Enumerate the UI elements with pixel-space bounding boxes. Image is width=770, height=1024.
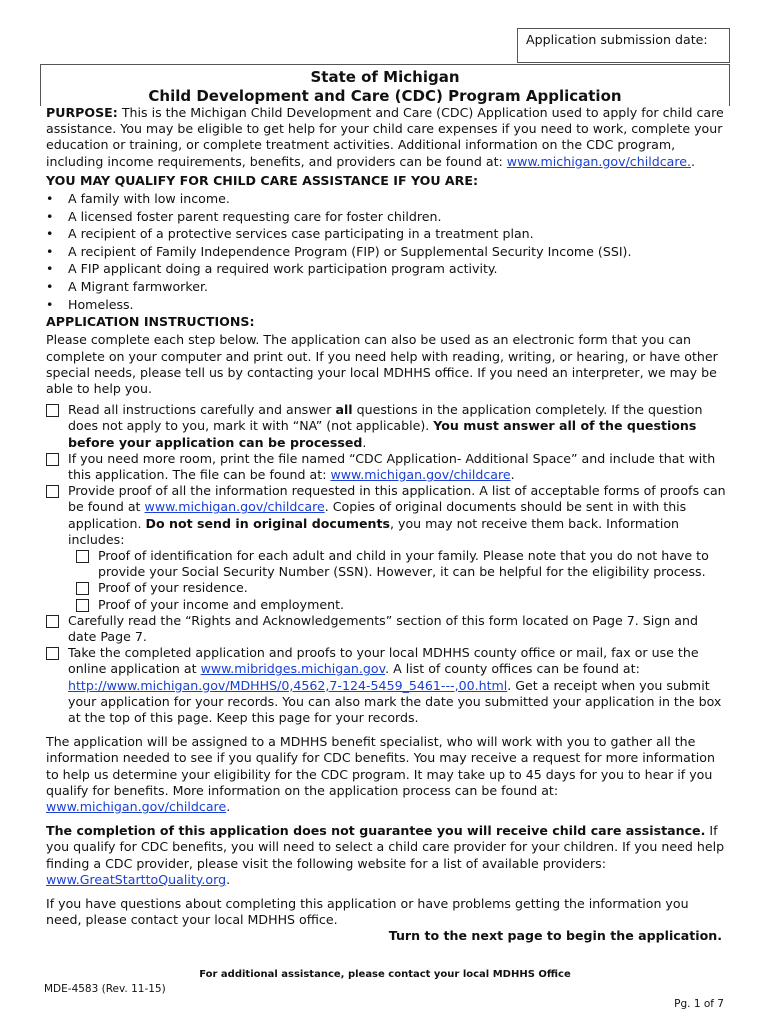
- step-text: [68, 645, 726, 726]
- childcare-link[interactable]: www.michigan.gov/childcare.: [506, 153, 691, 169]
- list-item: • A family with low income.: [46, 190, 726, 208]
- questions-paragraph: If you have questions about completing this application or have problems getting the information you need, please contact your local MDHHS office.: [46, 896, 689, 928]
- step2-text-a: If you need more room, print the file named “CDC Application- Additional Space” and include that with this application. The file can be found at:: [68, 450, 716, 482]
- step-read-instructions: [46, 402, 726, 451]
- proof-checkbox[interactable]: [76, 599, 89, 612]
- proof-identification: [76, 548, 726, 580]
- page-number: Pg. 1 of 7: [674, 998, 724, 1010]
- mibridges-link[interactable]: www.mibridges.michigan.gov: [200, 661, 386, 677]
- step-submit-application: [46, 645, 726, 726]
- childcare-link[interactable]: www.michigan.gov/childcare: [46, 799, 227, 815]
- step2-text-b: .: [510, 467, 515, 482]
- proof-text: Proof of your income and employment.: [98, 596, 345, 612]
- step5-text-c: . Get a receipt when you submit your application for your records. You can also mark the date you submitted your application in the box at the top of this page. Keep this page for your records.: [68, 677, 722, 726]
- step-text: [68, 402, 726, 451]
- list-item: • A FIP applicant doing a required work participation program activity.: [46, 260, 726, 278]
- title-program: Child Development and Care (CDC) Program Application: [148, 87, 622, 105]
- page-title: [40, 64, 730, 106]
- step3-text-a: Provide proof of all the information requested in this application. A list of acceptable forms of proofs can be found at: [68, 483, 726, 515]
- proof-residence: [76, 580, 726, 596]
- step-checkbox[interactable]: [46, 453, 59, 466]
- assignment-text: The application will be assigned to a MDHHS benefit specialist, who will work with you to gather all the information needed to see if you qualify for CDC benefits. You may receive a request for more information to help us determine your eligibility for the CDC program. It may take up to 45 days for you to hear if you qualify for benefits. More information on the application process can be found at:: [46, 734, 715, 798]
- document-body: [46, 105, 726, 945]
- purpose-trailing: .: [691, 153, 696, 169]
- list-item: • A Migrant farmworker.: [46, 278, 726, 296]
- step1-bold-all: all: [335, 402, 353, 418]
- greatstart-link[interactable]: www.GreatStarttoQuality.org: [46, 871, 227, 887]
- step3-text-b: . Copies of original documents should be sent in with this application.: [68, 499, 687, 531]
- footer-assistance: For additional assistance, please contact your local MDHHS Office: [199, 969, 571, 980]
- step3-text-d: , you may not receive them back. Information includes:: [68, 515, 680, 547]
- proof-checkbox[interactable]: [76, 550, 89, 563]
- step-rights-acknowledgements: [46, 613, 726, 645]
- step1-text-a: Read all instructions carefully and answer: [68, 402, 336, 418]
- next-page-note: Turn to the next page to begin the application.: [388, 928, 722, 944]
- guarantee-paragraph: [46, 823, 726, 888]
- county-offices-link[interactable]: http://www.michigan.gov/MDHHS/0,4562,7-124-5459_5461---,00.html: [68, 677, 508, 693]
- step1-text-e: .: [362, 434, 367, 450]
- proof-sublist: [76, 548, 726, 613]
- assignment-paragraph: [46, 734, 726, 815]
- list-item: • Homeless.: [46, 296, 726, 314]
- childcare-link[interactable]: www.michigan.gov/childcare: [330, 467, 511, 482]
- step3-bold-originals: Do not send in original documents: [145, 515, 390, 531]
- list-item: • A licensed foster parent requesting care for foster children.: [46, 208, 726, 226]
- step1-text-c: questions in the application completely. If the question does not apply to you, mark it with “NA” (not applicable).: [68, 402, 703, 434]
- proof-income: [76, 597, 726, 613]
- proof-text: Proof of your residence.: [98, 580, 248, 596]
- step-checkbox[interactable]: [46, 485, 59, 498]
- proof-checkbox[interactable]: [76, 582, 89, 595]
- proof-text: Proof of identification for each adult and child in your family. Please note that you do not have to provide your Social Security Number (SSN). However, it can be helpful for the eligibility process.: [98, 548, 709, 580]
- instructions-intro: Please complete each step below. The application can also be used as an electronic form that you can complete on your computer and print out. If you need help with reading, writing, or hearing, or have other special needs, please tell us by contacting your local MDHHS office. If you need an interpreter, we may be able to help you.: [46, 332, 718, 396]
- step-additional-space: [46, 451, 726, 483]
- step-text: [68, 483, 726, 548]
- step-checkbox[interactable]: [46, 615, 59, 628]
- qualify-heading: YOU MAY QUALIFY FOR CHILD CARE ASSISTANCE IF YOU ARE:: [46, 172, 479, 188]
- list-item: • A recipient of Family Independence Program (FIP) or Supplemental Security Income (SSI).: [46, 243, 726, 261]
- guarantee-bold: The completion of this application does not guarantee you will receive child care assistance.: [46, 823, 706, 839]
- form-number: MDE-4583 (Rev. 11-15): [44, 983, 166, 995]
- qualify-list: [46, 190, 726, 313]
- purpose-label: PURPOSE:: [46, 105, 118, 120]
- guarantee-text: If you qualify for CDC benefits, you will need to select a child care provider for your children. If you need help finding a CDC provider, please visit the following website for a list of available providers:: [46, 823, 725, 871]
- step-checkbox[interactable]: [46, 647, 59, 660]
- childcare-link[interactable]: www.michigan.gov/childcare: [144, 499, 325, 515]
- step-text: [68, 451, 726, 483]
- guarantee-trailing: .: [226, 871, 231, 887]
- purpose-text: This is the Michigan Child Development and Care (CDC) Application used to apply for child care assistance. You may be eligible to get help for your child care expenses if you need to work, complete your education or training, or complete treatment activities. Additional information on the CDC program, including income requirements, benefits, and providers can be found at:: [46, 105, 724, 169]
- list-item: • A recipient of a protective services case participating in a treatment plan.: [46, 225, 726, 243]
- step-text: Carefully read the “Rights and Acknowledgements” section of this form located on Page 7. Sign and date Page 7.: [68, 612, 698, 645]
- assignment-trailing: .: [226, 799, 231, 815]
- step1-bold-requirement: You must answer all of the questions before your application can be processed: [68, 418, 697, 450]
- instructions-heading: APPLICATION INSTRUCTIONS:: [46, 314, 255, 330]
- submission-date-label: Application submission date:: [526, 32, 708, 47]
- purpose-paragraph: [46, 105, 726, 170]
- step5-text-b: . A list of county offices can be found at:: [385, 661, 640, 677]
- title-state: State of Michigan: [310, 68, 460, 86]
- submission-date-box[interactable]: [517, 28, 730, 63]
- step5-text-a: Take the completed application and proofs to your local MDHHS county office or mail, fax or use the online application at: [68, 645, 699, 677]
- step-provide-proof: [46, 483, 726, 548]
- step-checkbox[interactable]: [46, 404, 59, 417]
